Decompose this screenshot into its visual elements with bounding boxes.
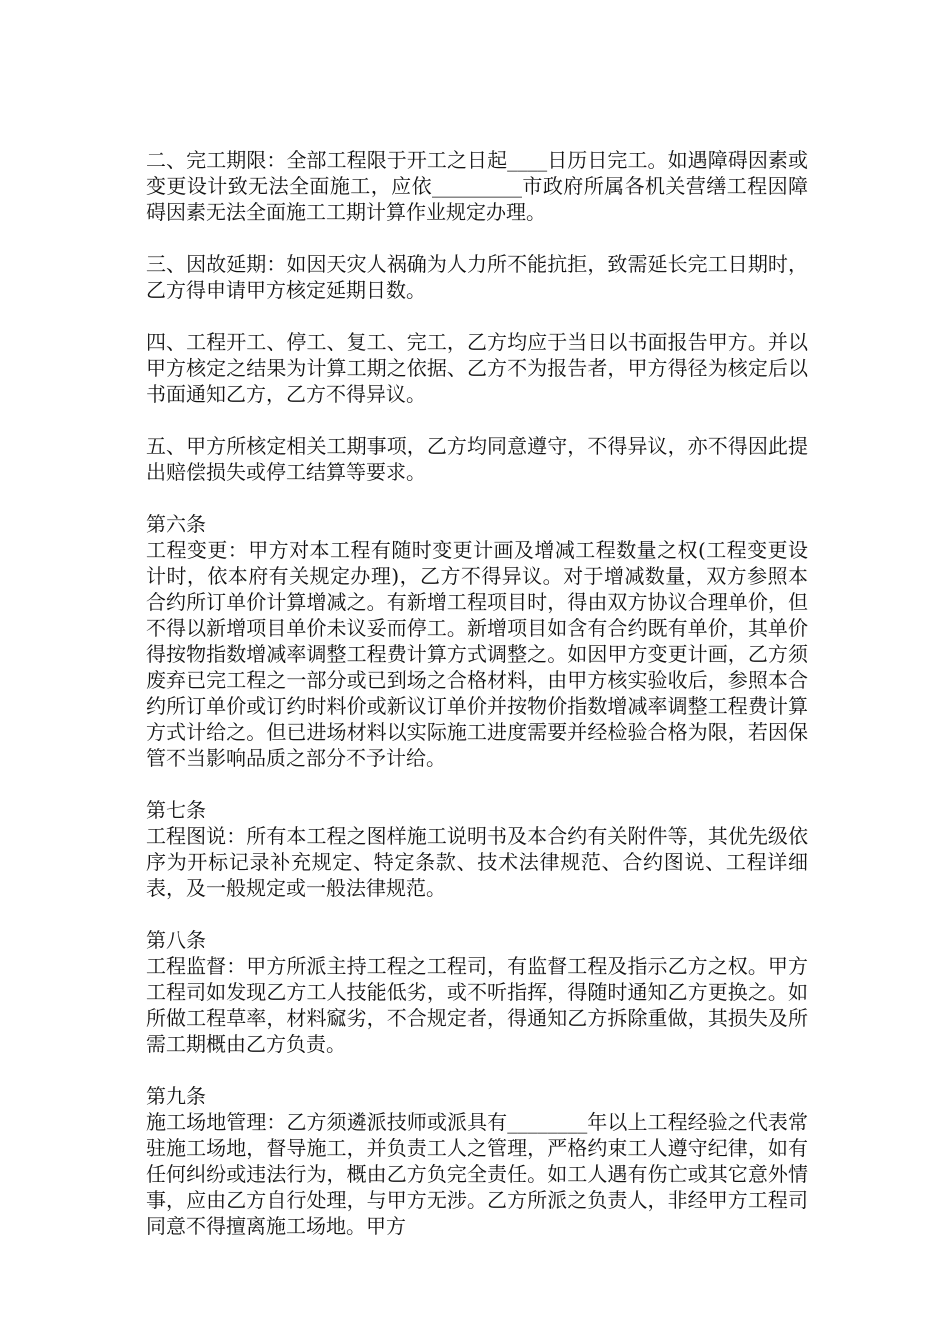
- clause-delay: 三、因故延期：如因天灾人祸确为人力所不能抗拒，致需延长完工日期时，乙方得申请甲方核定延期日数。: [146, 252, 808, 302]
- article-body: 工程图说：所有本工程之图样施工说明书及本合约有关附件等，其优先级依序为开标记录补充规定、特定条款、技术法律规范、合约图说、工程详细表，及一般规定或一般法律规范。: [146, 824, 808, 900]
- clause-schedule-compliance: 五、甲方所核定相关工期事项，乙方均同意遵守，不得异议，亦不得因此提出赔偿损失或停工结算等要求。: [146, 434, 808, 484]
- clause-completion-period: 二、完工期限：全部工程限于开工之日起____日历日完工。如遇障碍因素或变更设计致无法全面施工，应依_________市政府所属各机关营缮工程因障碍因素无法全面施工工期计算作业规定办理。: [146, 148, 808, 224]
- article-heading: 第七条: [146, 798, 206, 822]
- article-heading: 第六条: [146, 512, 206, 536]
- contract-page: [146, 147, 808, 1265]
- article-body: 工程监督：甲方所派主持工程之工程司，有监督工程及指示乙方之权。甲方工程司如发现乙方工人技能低劣，或不听指挥，得随时通知乙方更换之。如所做工程草率，材料窳劣，不合规定者，得通知乙方拆除重做，其损失及所需工期概由乙方负责。: [146, 954, 808, 1056]
- article-body: 工程变更：甲方对本工程有随时变更计画及增减工程数量之权(工程变更设计时，依本府有关规定办理)，乙方不得异议。对于增减数量，双方参照本合约所订单价计算增减之。有新增工程项目时，得由双方协议合理单价，但不得以新增项目单价未议妥而停工。新增项目如含有合约既有单价，其单价得按物指数增减率调整工程费计算方式调整之。如因甲方变更计画，乙方须废弃已完工程之一部分或已到场之合格材料，由甲方核实验收后，参照本合约所订单价或订约时料价或新议订单价并按物价指数增减率调整工程费计算方式计给之。但已进场材料以实际施工进度需要并经检验合格为限，若因保管不当影响品质之部分不予计给。: [146, 538, 808, 770]
- clause-work-reporting: 四、工程开工、停工、复工、完工，乙方均应于当日以书面报告甲方。并以甲方核定之结果为计算工期之依据、乙方不为报告者，甲方得径为核定后以书面通知乙方，乙方不得异议。: [146, 330, 808, 406]
- article-6: [146, 511, 808, 771]
- article-7: [146, 797, 808, 901]
- article-9: [146, 1083, 808, 1239]
- article-heading: 第八条: [146, 928, 206, 952]
- article-heading: 第九条: [146, 1084, 206, 1108]
- article-body: 施工场地管理：乙方须遴派技师或派具有________年以上工程经验之代表常驻施工场地，督导施工，并负责工人之管理，严格约束工人遵守纪律，如有任何纠纷或违法行为，概由乙方负完全责任。如工人遇有伤亡或其它意外情事，应由乙方自行处理，与甲方无涉。乙方所派之负责人，非经甲方工程司同意不得擅离施工场地。甲方: [146, 1110, 808, 1238]
- article-8: [146, 927, 808, 1057]
